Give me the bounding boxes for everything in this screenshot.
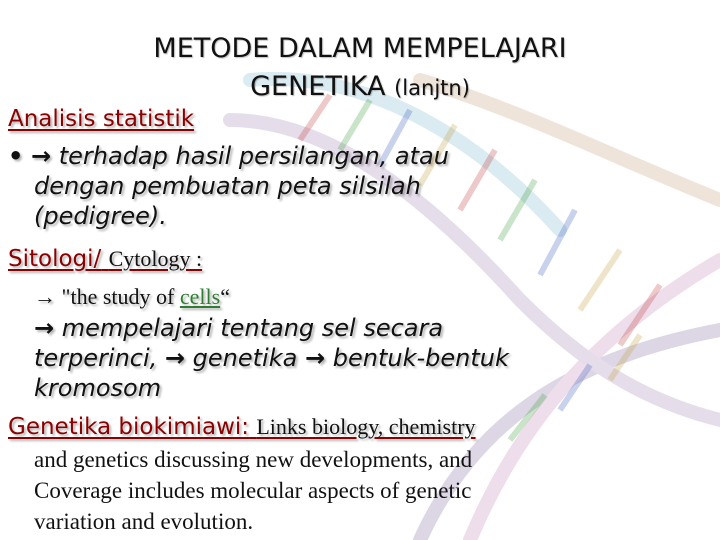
section1-line1: [8, 142, 449, 170]
heading-analisis-statistik: Analisis statistik: [8, 106, 195, 132]
arrow-icon: →: [304, 344, 326, 372]
title-suffix: (lanjtn): [394, 76, 470, 100]
arrow-icon: →: [34, 314, 55, 342]
section2-line-a: [34, 314, 443, 342]
heading-sitologi: [8, 246, 202, 272]
section3-line2: and genetics discussing new developments, and: [34, 447, 473, 472]
arrow-icon: →: [164, 344, 186, 372]
section1-text-2: dengan pembuatan peta silsilah: [34, 172, 421, 200]
section1-text-3: (pedigree).: [34, 202, 167, 230]
bullet: •: [8, 142, 24, 170]
cytology-label: Cytology :: [108, 246, 203, 271]
biokimiawi-label: Genetika biokimiawi:: [8, 414, 250, 440]
cells-link[interactable]: cells: [179, 284, 221, 309]
section3-first-line: Links biology, chemistry: [256, 414, 476, 439]
slide-title: [60, 30, 660, 107]
section2-text-b-pre: terperinci,: [34, 344, 158, 372]
section2-text-b-mid: genetika: [192, 344, 298, 372]
section2-quote: [34, 284, 230, 310]
quote-prefix: "the study of: [61, 284, 175, 309]
sitologi-label: Sitologi/: [8, 246, 102, 272]
quote-suffix: “: [220, 284, 230, 309]
title-line-2: [60, 68, 660, 107]
section3-line3: Coverage includes molecular aspects of genetic: [34, 478, 472, 503]
section2-text-a: mempelajari tentang sel secara: [61, 314, 444, 342]
section2-line-b: [34, 344, 509, 372]
arrow-icon: →: [34, 284, 56, 309]
section2-text-c: kromosom: [34, 374, 162, 402]
section3-line4: variation and evolution.: [34, 509, 254, 534]
section1-text-1: terhadap hasil persilangan, atau: [58, 142, 449, 170]
heading-genetika-biokimiawi: [8, 414, 476, 440]
arrow-icon: →: [30, 142, 52, 170]
title-line-1: METODE DALAM MEMPELAJARI: [153, 33, 567, 64]
section2-text-b-post: bentuk-bentuk: [332, 344, 509, 372]
title-genetika: GENETIKA: [250, 71, 386, 102]
